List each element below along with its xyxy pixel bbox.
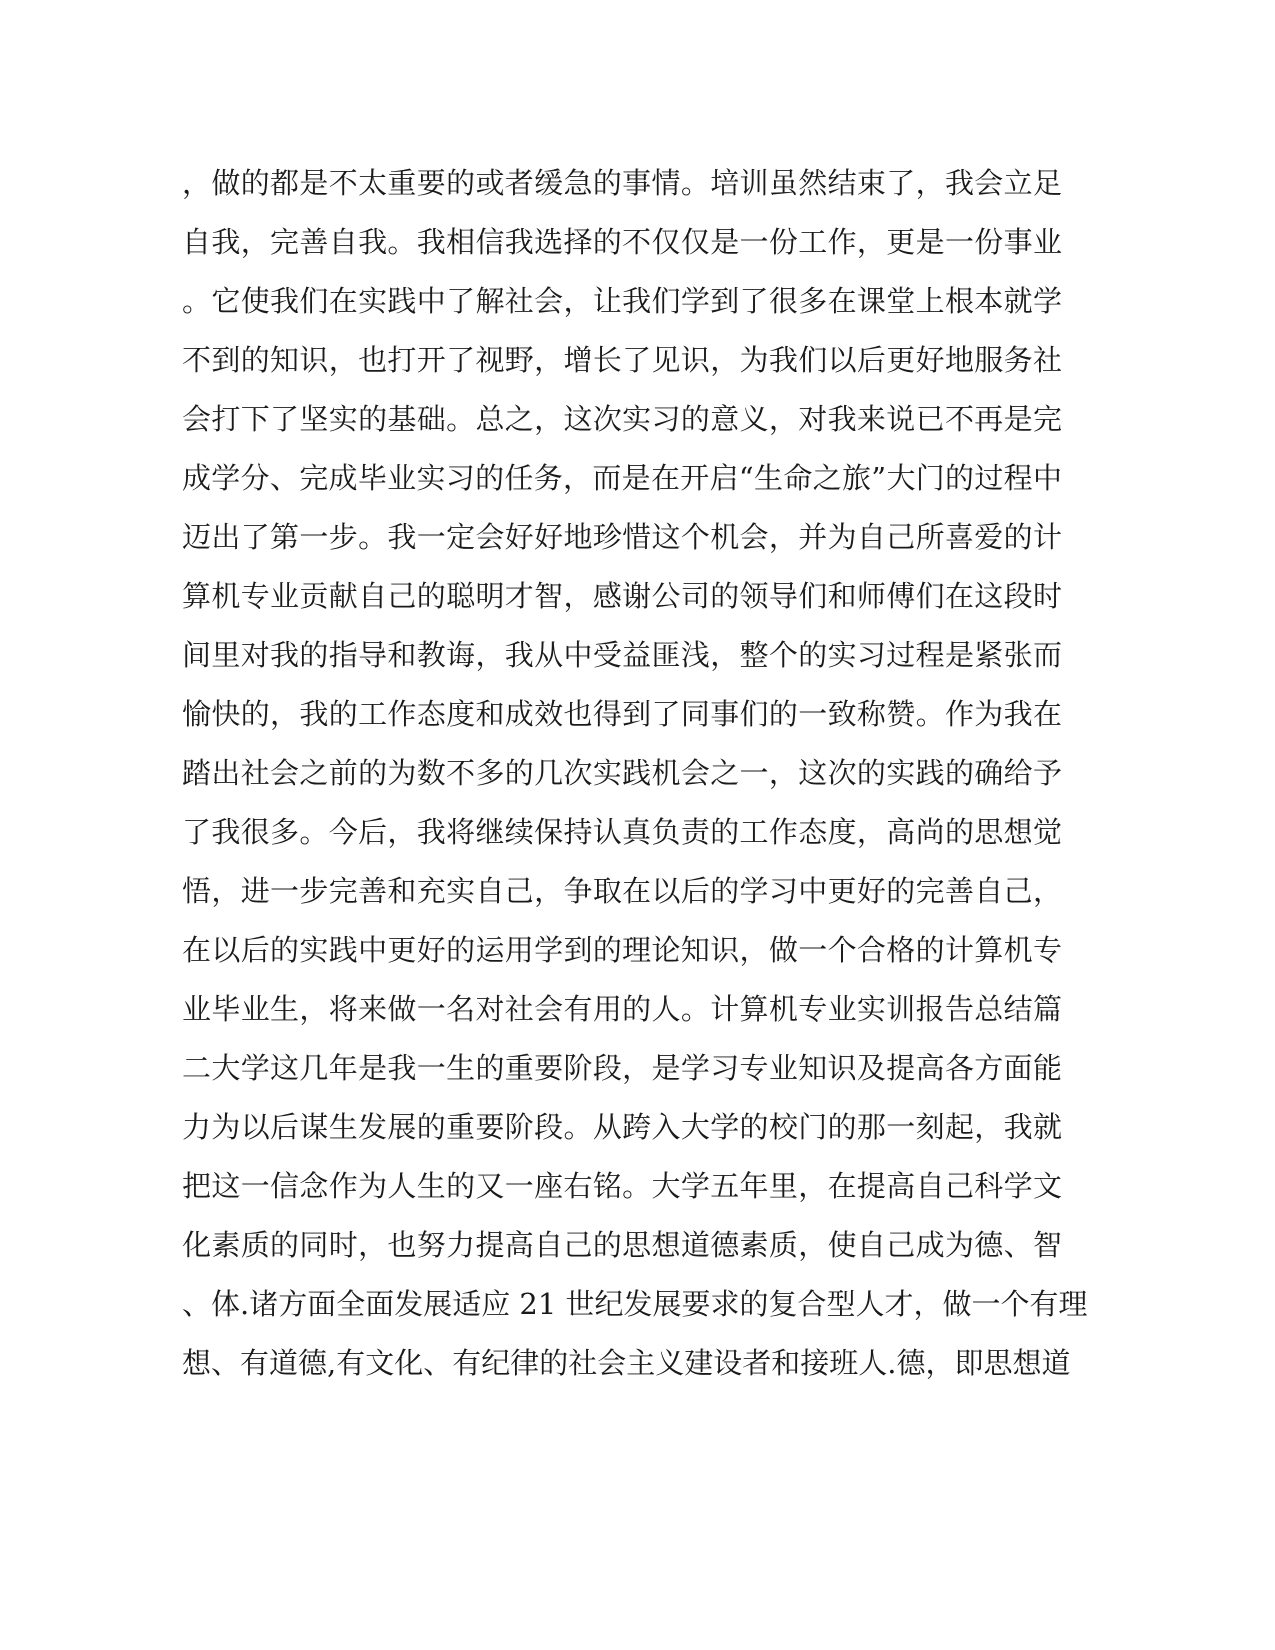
text-line: 会打下了坚实的基础。总之，这次实习的意义，对我来说已不再是完: [182, 402, 1062, 436]
text-line: 、体.诸方面全面发展适应 21 世纪发展要求的复合型人才，做一个有理: [182, 1287, 1088, 1321]
text-line: 成学分、完成毕业实习的任务，而是在开启“生命之旅”大门的过程中: [182, 461, 1062, 495]
text-line: 把这一信念作为人生的又一座右铭。大学五年里，在提高自己科学文: [182, 1169, 1062, 1203]
text-line: 了我很多。今后，我将继续保持认真负责的工作态度，高尚的思想觉: [182, 815, 1062, 849]
text-line: 想、有道德,有文化、有纪律的社会主义建设者和接班人.德，即思想道: [182, 1346, 1071, 1380]
text-line: 不到的知识，也打开了视野，增长了见识，为我们以后更好地服务社: [182, 343, 1062, 377]
text-line: 力为以后谋生发展的重要阶段。从跨入大学的校门的那一刻起，我就: [182, 1110, 1062, 1144]
text-line: 踏出社会之前的为数不多的几次实践机会之一，这次的实践的确给予: [182, 756, 1062, 790]
text-line: 悟，进一步完善和充实自己，争取在以后的学习中更好的完善自己，: [182, 874, 1062, 908]
text-line: ，做的都是不太重要的或者缓急的事情。培训虽然结束了，我会立足: [182, 166, 1062, 200]
text-line: 在以后的实践中更好的运用学到的理论知识，做一个合格的计算机专: [182, 933, 1062, 967]
text-line: 二大学这几年是我一生的重要阶段，是学习专业知识及提高各方面能: [182, 1051, 1062, 1085]
text-line: 愉快的，我的工作态度和成效也得到了同事们的一致称赞。作为我在: [182, 697, 1062, 731]
text-line: 迈出了第一步。我一定会好好地珍惜这个机会，并为自己所喜爱的计: [182, 520, 1062, 554]
text-line: 业毕业生，将来做一名对社会有用的人。计算机专业实训报告总结篇: [182, 992, 1062, 1026]
body-paragraph: [182, 158, 1088, 1397]
text-line: 算机专业贡献自己的聪明才智，感谢公司的领导们和师傅们在这段时: [182, 579, 1062, 613]
text-line: 自我，完善自我。我相信我选择的不仅仅是一份工作，更是一份事业: [182, 225, 1062, 259]
text-line: 化素质的同时，也努力提高自己的思想道德素质，使自己成为德、智: [182, 1228, 1062, 1262]
text-line: 。它使我们在实践中了解社会，让我们学到了很多在课堂上根本就学: [182, 284, 1062, 318]
text-line: 间里对我的指导和教诲，我从中受益匪浅，整个的实习过程是紧张而: [182, 638, 1062, 672]
